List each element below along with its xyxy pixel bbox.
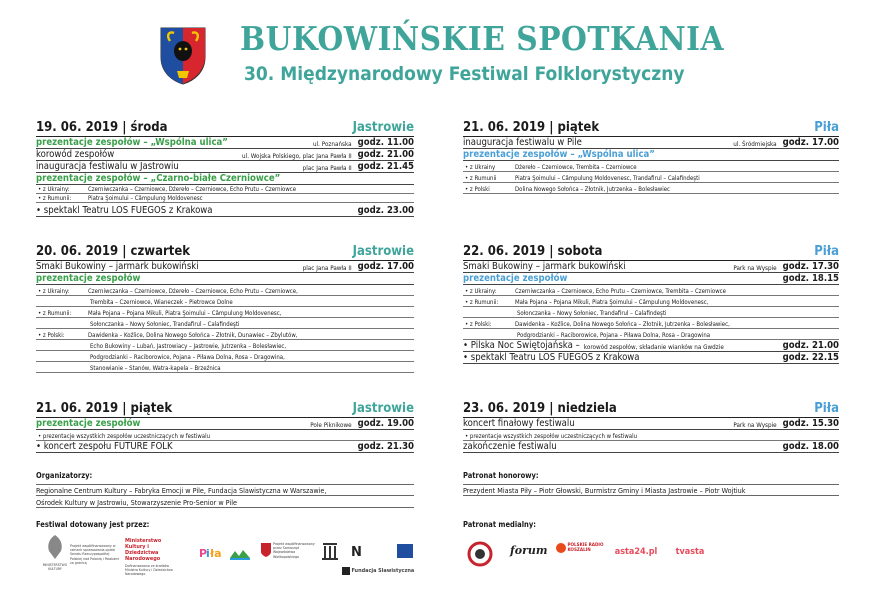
svg-text:ła: ła [210, 547, 222, 560]
coat-of-arms-icon [160, 27, 206, 85]
day-city: Piła [814, 244, 839, 259]
nk-logo [350, 541, 370, 561]
day-block-19 [36, 121, 414, 217]
senate-text: Projekt współfinansowany w ramach sprawowania opieki Senatu Rzeczypospolitej Polskiej nad Polonią i Polakami za granicą [70, 544, 120, 565]
day-date: 22. 06. 2019 | sobota [463, 244, 603, 259]
svg-text:P: P [199, 547, 208, 560]
organizers: Organizatorzy: Regionalne Centrum Kultury – Fabryka Emocji w Pile, Fundacja Slawistyczna w Warszawie, Ośrodek Kultury w Jastrowiu, Stowarzyszenie Pro-Senior w Pile [36, 471, 414, 508]
day-date: 20. 06. 2019 | czwartek [36, 244, 191, 259]
senate-eagle-logo: MINISTERSTWO KULTURY [38, 533, 72, 589]
event-line: Smaki Bukowiny – jarmark bukowiński Park na Wyspie godz. 17.30 [463, 261, 839, 272]
group-line: • z Ukrainy: Czerniwczanka – Czerniowce, Dżereło – Czerniowce, Echo Prutu – Czerniowce [36, 185, 414, 194]
pila-logo [197, 544, 223, 564]
day-city: Jastrowie [352, 401, 414, 416]
event-line: korowód zespołów ul. Wojska Polskiego, plac Jana Pawła II godz. 21.00 [36, 149, 414, 160]
event-line: koncert finałowy festiwalu Park na Wyspie godz. 15.30 [463, 418, 839, 429]
day-date: 21. 06. 2019 | piątek [36, 401, 173, 416]
event-line: • spektakl Teatru LOS FUEGOS z Krakowa godz. 23.00 [36, 205, 414, 216]
media-label: Patronat medialny: [463, 520, 536, 529]
jastrowie-logo [228, 546, 252, 562]
day-block-23: 23. 06. 2019 | niedziela Piła koncert finałowy festiwalu Park na Wyspie godz. 15.30 • prezentacje wszystkich zespołów uczestniczących w festiwalu zakończenie festiwalu godz. 18.00 [463, 401, 839, 452]
funded-label: Festiwal dotowany jest przez: [36, 520, 150, 529]
event-line: Smaki Bukowiny – jarmark bukowiński plac Jana Pawła II godz. 17.00 [36, 261, 414, 272]
svg-text:i: i [206, 547, 210, 560]
page-title: BUKOWIŃSKIE SPOTKANIA [240, 19, 725, 58]
day-block-20: 20. 06. 2019 | czwartek Jastrowie Smaki Bukowiny – jarmark bukowiński plac Jana Pawła II godz. 17.00 prezentacje zespołów • z Ukrainy: Czerniwczanka – Czerniowce, Dżereło – Czerniowce, Echo Prutu – Czerniowce, Trembita – Czerniowce, Wianeczek – Pietrowce Dolne • z Rumunii: Mała Pojana – Pojana Mikuli, Piatra Şoimului – Câmpulung Moldovenesc, Sołonczanka – Nowy Sołoniec, Trandafirul – Calafindeşti • z Polski: Dawidenka – Koźlice, Dolina Nowego Sołońca – Złotnik, Dunawiec – Zbylutów, Echo Bukowiny – Lubań, Jastrowiacy – Jastrowie, Jutrzenka – Bolesławiec, Podgrodzianki – Raciborowice, Pojana – Piława Dolna, Rosa – Dragowina, Stanowianie – Stanów, Watra-kapela – Brzeźnica [36, 244, 414, 372]
event-line: • koncert zespołu FUTURE FOLK godz. 21.30 [36, 441, 414, 452]
wielkopolska-logo: Projekt współfinansowany przez Samorząd Województwa Wielkopolskiego [260, 542, 320, 560]
day-block-21-pila: 21. 06. 2019 | piątek Piła inauguracja festiwalu w Pile ul. Śródmiejska godz. 17.00 prezentacje zespołów – „Wspólna ulica” • z Ukrainy Dżereło – Czerniowce, Trembita – Czerniowce • z Rumunii Piatra Şoimului – Câmpulung Moldovenesc, Trandafirul – Calafindeşti • z Polski Dolina Nowego Sołońca – Złotnik, Jutrzenka – Bolesławiec [463, 120, 839, 193]
group-line: • z Rumunii: Piatra Şoimului – Câmpulung Moldovenesc [36, 194, 414, 203]
blue-square-logo [397, 544, 413, 558]
event-line: prezentacje zespołów – „Wspólna ulica” [463, 149, 839, 161]
event-line: prezentacje zespołów – „Czarno-białe Czerniowce” [36, 173, 414, 185]
svg-text:N: N [351, 545, 362, 560]
day-date: 21. 06. 2019 | piątek [463, 120, 600, 135]
event-line: inauguracja festiwalu w Jastrowiu plac Jana Pawła II godz. 21.45 [36, 161, 414, 172]
event-line: • Pilska Noc Świętojańska – korowód zespołów, składanie wianków na Gwdzie godz. 21.00 [463, 340, 839, 351]
event-line: prezentacje zespołów [36, 273, 414, 285]
ministry-logo: Ministerstwo Kultury i Dziedzictwa Narodowego Dofinansowano ze środków Ministra Kultury i Dziedzictwa Narodowego [125, 538, 173, 577]
day-city: Piła [814, 120, 839, 135]
event-line: prezentacje zespołów – „Wspólna ulica” ul. Poznańska godz. 11.00 [36, 137, 414, 148]
event-line: inauguracja festiwalu w Pile ul. Śródmiejska godz. 17.00 [463, 137, 839, 148]
column-logo [320, 540, 340, 562]
event-line: • spektakl Teatru LOS FUEGOS z Krakowa godz. 22.15 [463, 352, 839, 363]
page-subtitle: 30. Międzynarodowy Festiwal Folklorystyczny [244, 63, 685, 85]
day-block-21-jastrowie: 21. 06. 2019 | piątek Jastrowie prezentacje zespołów Pole Piknikowe godz. 19.00 • prezentacje wszystkich zespołów uczestniczących w festiwalu • koncert zespołu FUTURE FOLK godz. 21.30 [36, 401, 414, 452]
day-date: 19. 06. 2019 | środa [36, 120, 168, 135]
day-date: 23. 06. 2019 | niedziela [463, 401, 617, 416]
asta24-logo: asta24.pl [614, 547, 658, 557]
day-city: Piła [814, 401, 839, 416]
day-city: Jastrowie [352, 244, 414, 259]
slavic-foundation-logo: Fundacja Slawistyczna [342, 567, 416, 575]
honorary-patronage: Patronat honorowy: Prezydent Miasta Piły – Piotr Głowski, Burmistrz Gminy i Miasta Jastrowie – Piotr Wojtiuk [463, 471, 839, 496]
day-city: Jastrowie [352, 120, 414, 135]
forum-logo: forum [510, 544, 548, 557]
event-line: prezentacje zespołów Pole Piknikowe godz. 19.00 [36, 418, 414, 429]
day-block-22: 22. 06. 2019 | sobota Piła Smaki Bukowiny – jarmark bukowiński Park na Wyspie godz. 17.30 prezentacje zespołów godz. 18.15 • z Ukrainy: Czerniwczanka – Czerniowce, Echo Prutu – Czerniowce, Trembita – Czerniowce • z Rumunii: Mała Pojana – Pojana Mikuli, Piatra Şoimului – Câmpulung Moldovenesc, Sołonczanka – Nowy Sołoniec, Trandafirul – Calafindeşti • z Polski: Dawidenka – Koźlice, Dolina Nowego Sołońca – Złotnik, Jutrzenka – Bolesławiec, Podgrodzianki – Raciborowice, Pojana – Piława Dolna, Rosa – Dragowina • Pilska Noc Świętojańska – korowód zespołów, składanie wianków na Gwdzie godz. 21.00 • spektakl Teatru LOS FUEGOS z Krakowa godz. 22.15 [463, 244, 839, 363]
radio-koszalin-logo: POLSKIE RADIO KOSZALIN [556, 543, 606, 553]
event-line: prezentacje zespołów godz. 18.15 [463, 273, 839, 284]
tvasta-logo: tvasta [675, 547, 705, 557]
media-logo-circle [466, 540, 494, 572]
event-line: zakończenie festiwalu godz. 18.00 [463, 441, 839, 452]
